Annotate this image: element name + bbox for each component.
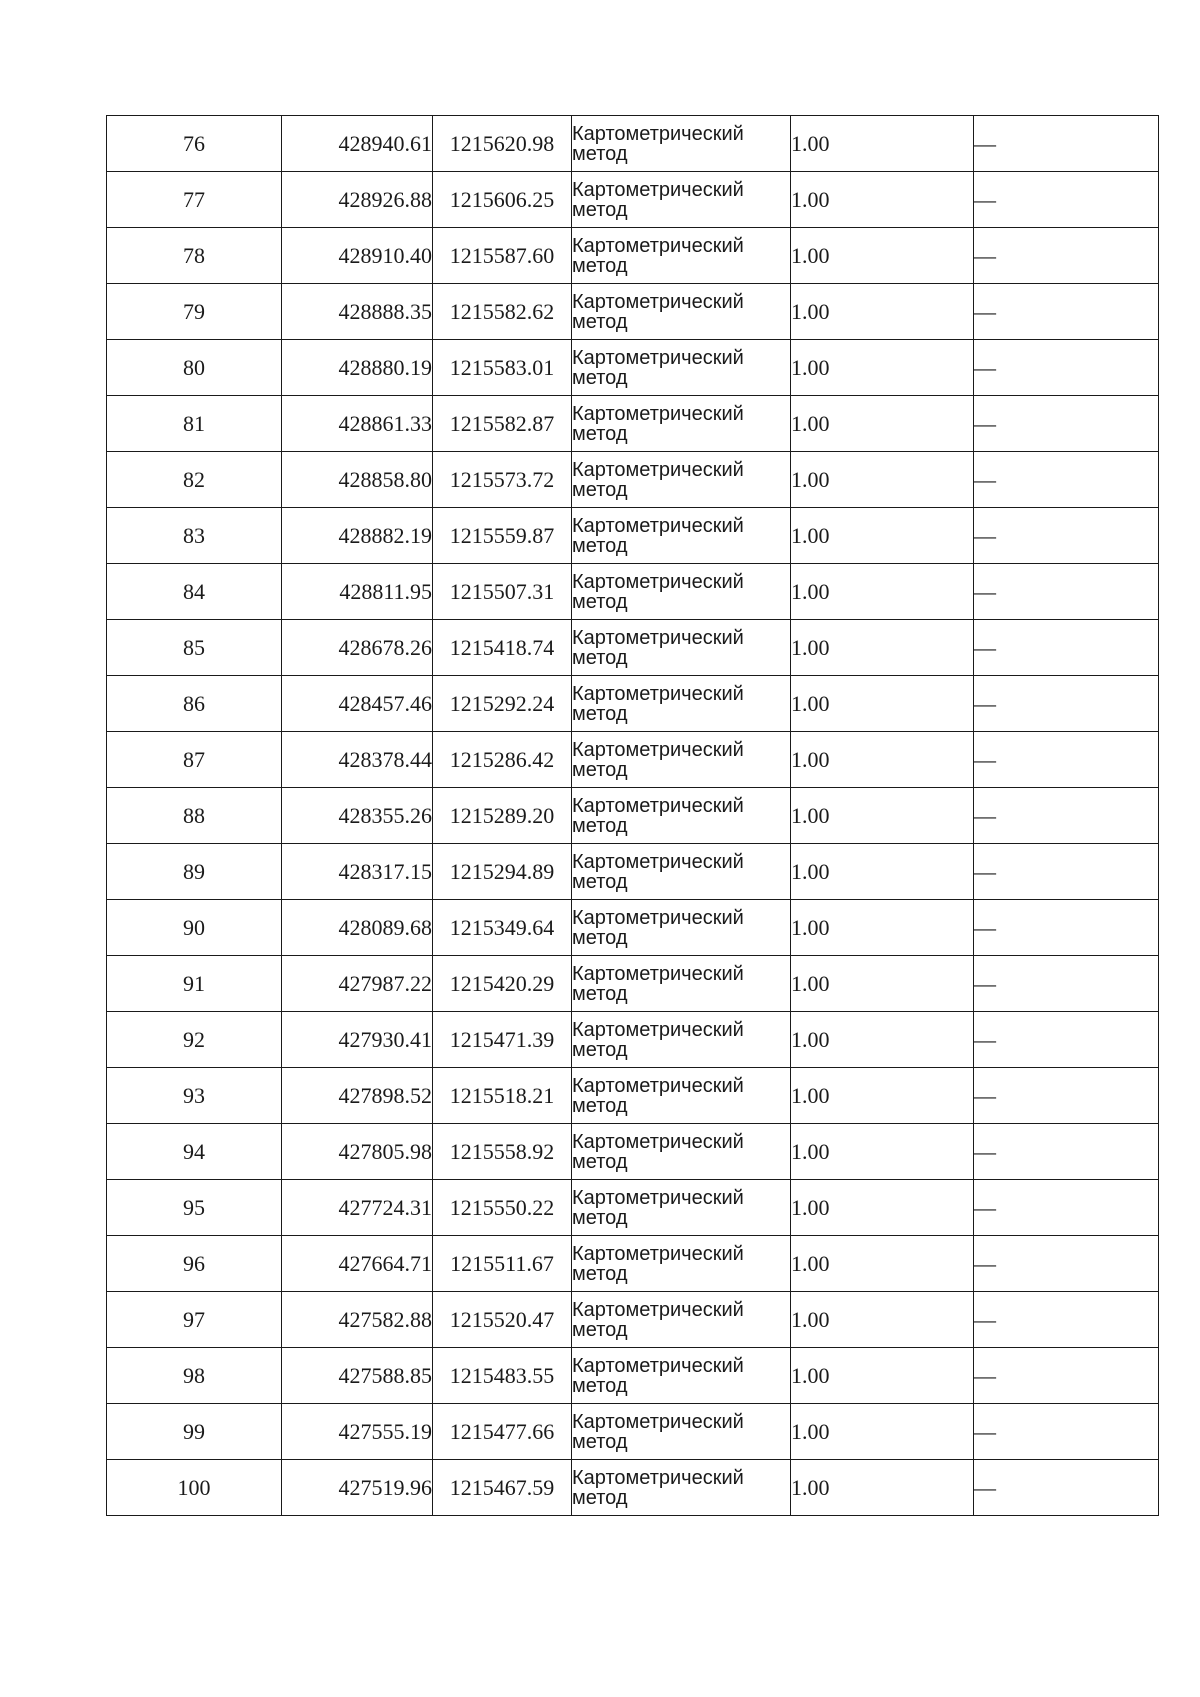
y-coordinate-cell: 1215471.39 [433,1012,572,1068]
y-coordinate-cell: 1215606.25 [433,172,572,228]
table-row [107,452,1159,508]
method-line-2: метод [572,534,628,557]
point-number-cell: 82 [107,452,282,508]
table-row [107,284,1159,340]
method-line-2: метод [572,422,628,445]
method-line-2: метод [572,1262,628,1285]
table-row [107,1348,1159,1404]
point-number-cell: 89 [107,844,282,900]
description-cell: — [974,1404,1159,1460]
coordinates-table-body [107,116,1159,1516]
description-cell: — [974,844,1159,900]
accuracy-cell: 1.00 [791,452,974,508]
x-coordinate-cell: 428678.26 [282,620,433,676]
method-line-2: метод [572,1150,628,1173]
method-line-1: Картометрический [572,850,744,873]
method-line-2: метод [572,590,628,613]
accuracy-cell: 1.00 [791,788,974,844]
coordinates-table [106,115,1159,1516]
method-line-2: метод [572,478,628,501]
description-cell: — [974,1124,1159,1180]
description-cell: — [974,1012,1159,1068]
method-line-1: Картометрический [572,1466,744,1489]
method-line-2: метод [572,982,628,1005]
point-number-cell: 96 [107,1236,282,1292]
method-line-1: Картометрический [572,906,744,929]
description-cell: — [974,564,1159,620]
y-coordinate-cell: 1215582.87 [433,396,572,452]
accuracy-cell: 1.00 [791,508,974,564]
method-line-1: Картометрический [572,1410,744,1433]
method-line-1: Картометрический [572,1242,744,1265]
description-cell: — [974,620,1159,676]
x-coordinate-cell: 428089.68 [282,900,433,956]
table-row [107,396,1159,452]
y-coordinate-cell: 1215587.60 [433,228,572,284]
x-coordinate-cell: 427805.98 [282,1124,433,1180]
table-row [107,956,1159,1012]
table-row [107,788,1159,844]
x-coordinate-cell: 427519.96 [282,1460,433,1516]
y-coordinate-cell: 1215418.74 [433,620,572,676]
table-row [107,676,1159,732]
x-coordinate-cell: 427898.52 [282,1068,433,1124]
y-coordinate-cell: 1215286.42 [433,732,572,788]
y-coordinate-cell: 1215349.64 [433,900,572,956]
point-number-cell: 95 [107,1180,282,1236]
point-number-cell: 77 [107,172,282,228]
y-coordinate-cell: 1215467.59 [433,1460,572,1516]
point-number-cell: 98 [107,1348,282,1404]
accuracy-cell: 1.00 [791,732,974,788]
table-row [107,1292,1159,1348]
method-line-2: метод [572,1374,628,1397]
accuracy-cell: 1.00 [791,1124,974,1180]
x-coordinate-cell: 428861.33 [282,396,433,452]
y-coordinate-cell: 1215583.01 [433,340,572,396]
method-line-2: метод [572,870,628,893]
accuracy-cell: 1.00 [791,1404,974,1460]
point-number-cell: 91 [107,956,282,1012]
method-cell [572,452,791,508]
method-cell [572,900,791,956]
method-line-2: метод [572,1318,628,1341]
description-cell: — [974,172,1159,228]
method-cell [572,620,791,676]
method-cell [572,1460,791,1516]
x-coordinate-cell: 428926.88 [282,172,433,228]
method-line-2: метод [572,310,628,333]
method-line-2: метод [572,1430,628,1453]
point-number-cell: 81 [107,396,282,452]
method-line-1: Картометрический [572,962,744,985]
description-cell: — [974,788,1159,844]
y-coordinate-cell: 1215573.72 [433,452,572,508]
method-line-2: метод [572,702,628,725]
method-cell [572,228,791,284]
x-coordinate-cell: 428378.44 [282,732,433,788]
x-coordinate-cell: 428457.46 [282,676,433,732]
accuracy-cell: 1.00 [791,956,974,1012]
method-line-1: Картометрический [572,1074,744,1097]
accuracy-cell: 1.00 [791,1068,974,1124]
method-line-2: метод [572,254,628,277]
accuracy-cell: 1.00 [791,228,974,284]
description-cell: — [974,452,1159,508]
point-number-cell: 94 [107,1124,282,1180]
method-line-2: метод [572,1094,628,1117]
point-number-cell: 85 [107,620,282,676]
method-line-1: Картометрический [572,1186,744,1209]
table-row [107,844,1159,900]
point-number-cell: 84 [107,564,282,620]
accuracy-cell: 1.00 [791,1180,974,1236]
accuracy-cell: 1.00 [791,1012,974,1068]
y-coordinate-cell: 1215559.87 [433,508,572,564]
y-coordinate-cell: 1215483.55 [433,1348,572,1404]
method-line-1: Картометрический [572,738,744,761]
description-cell: — [974,284,1159,340]
table-row [107,1404,1159,1460]
point-number-cell: 99 [107,1404,282,1460]
table-row [107,228,1159,284]
method-line-2: метод [572,198,628,221]
description-cell: — [974,1236,1159,1292]
method-cell [572,340,791,396]
x-coordinate-cell: 427588.85 [282,1348,433,1404]
y-coordinate-cell: 1215420.29 [433,956,572,1012]
accuracy-cell: 1.00 [791,396,974,452]
method-cell [572,956,791,1012]
point-number-cell: 78 [107,228,282,284]
method-cell [572,1404,791,1460]
method-line-2: метод [572,758,628,781]
method-line-1: Картометрический [572,122,744,145]
method-line-1: Картометрический [572,458,744,481]
x-coordinate-cell: 428880.19 [282,340,433,396]
method-cell [572,1348,791,1404]
y-coordinate-cell: 1215477.66 [433,1404,572,1460]
table-row [107,116,1159,172]
accuracy-cell: 1.00 [791,1460,974,1516]
y-coordinate-cell: 1215511.67 [433,1236,572,1292]
description-cell: — [974,1292,1159,1348]
accuracy-cell: 1.00 [791,172,974,228]
y-coordinate-cell: 1215292.24 [433,676,572,732]
table-row [107,172,1159,228]
method-cell [572,116,791,172]
point-number-cell: 79 [107,284,282,340]
method-cell [572,396,791,452]
point-number-cell: 92 [107,1012,282,1068]
x-coordinate-cell: 428355.26 [282,788,433,844]
description-cell: — [974,956,1159,1012]
x-coordinate-cell: 428940.61 [282,116,433,172]
accuracy-cell: 1.00 [791,900,974,956]
method-cell [572,564,791,620]
method-cell [572,1124,791,1180]
x-coordinate-cell: 427582.88 [282,1292,433,1348]
point-number-cell: 93 [107,1068,282,1124]
method-line-1: Картометрический [572,1018,744,1041]
method-line-1: Картометрический [572,1298,744,1321]
method-cell [572,732,791,788]
y-coordinate-cell: 1215294.89 [433,844,572,900]
x-coordinate-cell: 428888.35 [282,284,433,340]
table-row [107,1068,1159,1124]
accuracy-cell: 1.00 [791,620,974,676]
y-coordinate-cell: 1215558.92 [433,1124,572,1180]
point-number-cell: 88 [107,788,282,844]
method-line-1: Картометрический [572,346,744,369]
description-cell: — [974,340,1159,396]
method-cell [572,1292,791,1348]
method-line-1: Картометрический [572,1130,744,1153]
description-cell: — [974,1180,1159,1236]
description-cell: — [974,396,1159,452]
method-line-2: метод [572,814,628,837]
method-line-1: Картометрический [572,682,744,705]
accuracy-cell: 1.00 [791,284,974,340]
method-cell [572,1068,791,1124]
method-line-2: метод [572,646,628,669]
description-cell: — [974,508,1159,564]
x-coordinate-cell: 428882.19 [282,508,433,564]
x-coordinate-cell: 428811.95 [282,564,433,620]
table-row [107,564,1159,620]
description-cell: — [974,228,1159,284]
method-line-2: метод [572,142,628,165]
method-line-1: Картометрический [572,290,744,313]
y-coordinate-cell: 1215518.21 [433,1068,572,1124]
x-coordinate-cell: 428317.15 [282,844,433,900]
table-row [107,900,1159,956]
point-number-cell: 100 [107,1460,282,1516]
y-coordinate-cell: 1215507.31 [433,564,572,620]
method-line-1: Картометрический [572,514,744,537]
table-row [107,1180,1159,1236]
point-number-cell: 83 [107,508,282,564]
point-number-cell: 86 [107,676,282,732]
point-number-cell: 76 [107,116,282,172]
x-coordinate-cell: 428910.40 [282,228,433,284]
accuracy-cell: 1.00 [791,1236,974,1292]
method-cell [572,1236,791,1292]
y-coordinate-cell: 1215550.22 [433,1180,572,1236]
method-cell [572,284,791,340]
method-line-1: Картометрический [572,626,744,649]
method-line-2: метод [572,366,628,389]
method-cell [572,1012,791,1068]
method-line-2: метод [572,1486,628,1509]
method-cell [572,844,791,900]
description-cell: — [974,1068,1159,1124]
y-coordinate-cell: 1215520.47 [433,1292,572,1348]
method-line-2: метод [572,1206,628,1229]
description-cell: — [974,1348,1159,1404]
accuracy-cell: 1.00 [791,676,974,732]
point-number-cell: 80 [107,340,282,396]
method-cell [572,676,791,732]
table-row [107,340,1159,396]
accuracy-cell: 1.00 [791,564,974,620]
method-cell [572,508,791,564]
y-coordinate-cell: 1215289.20 [433,788,572,844]
table-row [107,1012,1159,1068]
description-cell: — [974,732,1159,788]
method-cell [572,172,791,228]
accuracy-cell: 1.00 [791,844,974,900]
description-cell: — [974,676,1159,732]
x-coordinate-cell: 427930.41 [282,1012,433,1068]
point-number-cell: 90 [107,900,282,956]
x-coordinate-cell: 427555.19 [282,1404,433,1460]
accuracy-cell: 1.00 [791,1292,974,1348]
x-coordinate-cell: 428858.80 [282,452,433,508]
accuracy-cell: 1.00 [791,340,974,396]
method-line-1: Картометрический [572,402,744,425]
x-coordinate-cell: 427987.22 [282,956,433,1012]
method-line-2: метод [572,926,628,949]
method-line-1: Картометрический [572,178,744,201]
method-line-1: Картометрический [572,794,744,817]
point-number-cell: 97 [107,1292,282,1348]
table-row [107,508,1159,564]
table-row [107,1124,1159,1180]
y-coordinate-cell: 1215582.62 [433,284,572,340]
method-cell [572,788,791,844]
table-row [107,1460,1159,1516]
method-line-1: Картометрический [572,1354,744,1377]
description-cell: — [974,1460,1159,1516]
description-cell: — [974,900,1159,956]
method-line-1: Картометрический [572,234,744,257]
description-cell: — [974,116,1159,172]
x-coordinate-cell: 427664.71 [282,1236,433,1292]
x-coordinate-cell: 427724.31 [282,1180,433,1236]
table-row [107,620,1159,676]
method-line-1: Картометрический [572,570,744,593]
accuracy-cell: 1.00 [791,116,974,172]
method-cell [572,1180,791,1236]
accuracy-cell: 1.00 [791,1348,974,1404]
table-row [107,1236,1159,1292]
table-row [107,732,1159,788]
point-number-cell: 87 [107,732,282,788]
method-line-2: метод [572,1038,628,1061]
y-coordinate-cell: 1215620.98 [433,116,572,172]
